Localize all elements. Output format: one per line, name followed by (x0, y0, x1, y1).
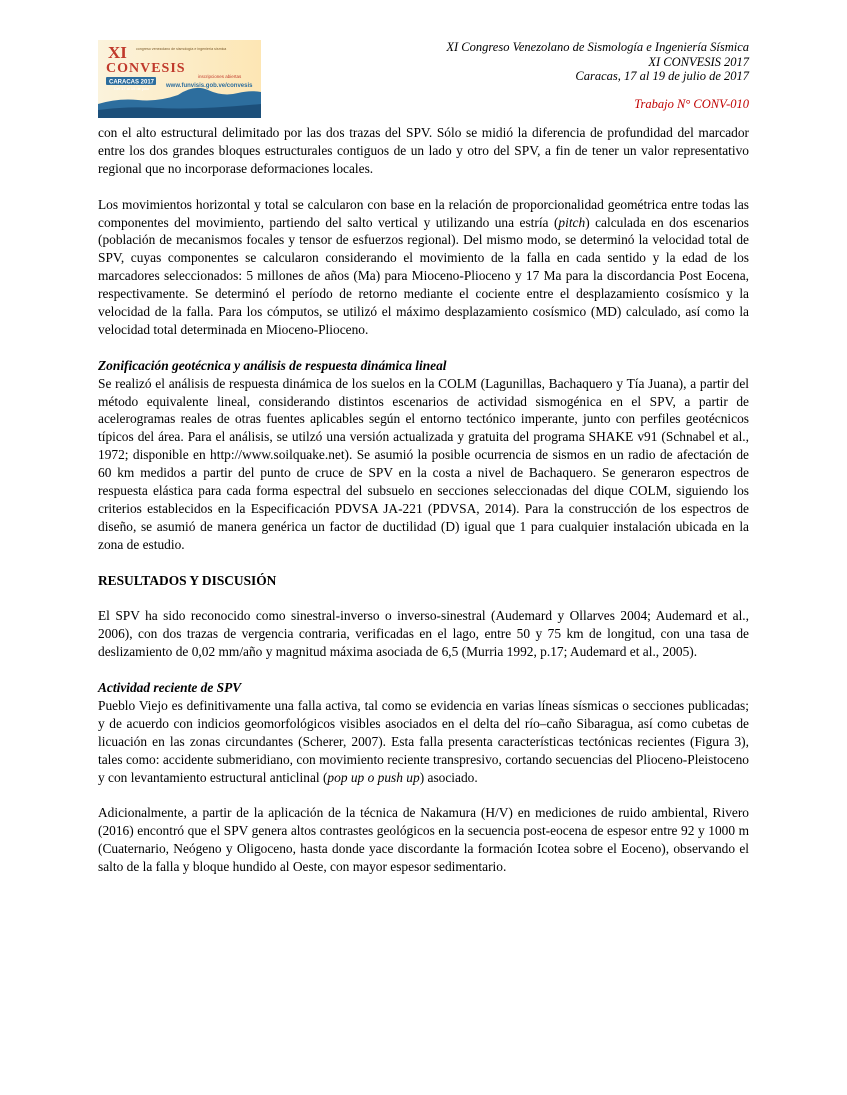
subheading-actividad: Actividad reciente de SPV (98, 680, 242, 696)
paragraph-4: El SPV ha sido reconocido como sinestral-inverso o inverso-sinestral (Audemard y Ollarves 2004; Audemard et al., 2006), con dos trazas de vergencia contraria, verificadas en el lago, entre 50 y 75 km de longitud, con una tasa de deslizamiento de 0,02 mm/año y magnitud máxima asociada de 6,5 (Murria 1992, p.17; Audemard et al., 2005). (98, 608, 749, 660)
logo-text-convesis: CONVESIS (106, 61, 186, 76)
italic-pitch: pitch (558, 214, 586, 230)
section-heading-resultados: RESULTADOS Y DISCUSIÓN (98, 572, 277, 588)
paper-body (98, 124, 749, 876)
paragraph-2: Los movimientos horizontal y total se calcularon con base en la relación de proporcionalidad geométrica entre todas las componentes del movimiento, partiendo del salto vertical y utilizando una estría (pitch) calculada en dos escenarios (población de mecanismos focales y tensor de esfuerzos regional). Del mismo modo, se determinó la velocidad total de SPV, cuyas componentes se calcularon considerando el movimiento de la falla en cada sentido y la edad de los marcadores seleccionados: 5 millones de años (Ma) para Mioceno-Plioceno y 17 Ma para la discordancia Post Eocena, respectivamente. Se determinó el período de retorno mediante el cociente entre el desplazamiento cosísmico y la velocidad de la falla. Para los cómputos, se utilizó el máximo desplazamiento cosísmico (MD) calculado, así como la velocidad total determinada en Mioceno-Plioceno. (98, 196, 749, 337)
logo-url: www.funvisis.gob.ve/convesis (166, 83, 253, 89)
header-paper-number: Trabajo N° CONV-010 (634, 96, 749, 111)
logo-dates: Del 17 al 19 de julio (114, 86, 150, 91)
header-edition: XI CONVESIS 2017 (648, 54, 749, 69)
subheading-zonificacion: Zonificación geotécnica y análisis de respuesta dinámica lineal (98, 357, 447, 373)
logo-text-xi: XI (108, 43, 127, 62)
page-header (446, 40, 749, 111)
logo-place: CARACAS 2017 (109, 79, 155, 86)
convesis-logo (98, 40, 261, 118)
paragraph-5: Pueblo Viejo es definitivamente una falla activa, tal como se evidencia en varias líneas sísmicas o secciones publicadas; y de acuerdo con indicios geomorfológicos visibles asociados en el delta del río–caño Sibaragua, así como cubetas de licuación en las zonas circundantes (Scherer, 2007). Esta falla presenta características tectónicas recientes (Figura 3), tales como: accidente submeridiano, con movimiento reciente transpresivo, cortando secuencias del Plioceno-Pleistoceno y con levantamiento estructural anticlinal (pop up o push up) asociado. (98, 697, 749, 785)
header-place-date: Caracas, 17 al 19 de julio de 2017 (575, 69, 749, 83)
logo-inscripciones: inscripciones abiertas (198, 74, 242, 79)
logo-tagline: congreso venezolano de sismología e ingeniería sísmica (136, 47, 227, 51)
paragraph-3: Se realizó el análisis de respuesta dinámica de los suelos en la COLM (Lagunillas, Bachaquero y Tía Juana), a partir del método equivalente lineal, considerando distintos escenarios de actividad sismogénica en el SPV, a partir de acelerogramas reales de otras fuentes aplicables según el entorno tectónico imperante, junto con perfiles geotécnicos típicos del área. Para el análisis, se utilzó una versión actualizada y gratuita del programa SHAKE v91 (Schnabel et al., 1972; disponible en http://www.soilquake.net). Se asumió la posible ocurrencia de sismos en un radio de afectación de 60 km medidos a partir del punto de cruce de SPV en la costa a nivel de Bachaquero. Se generaron espectros de respuesta elástica para cada forma espectral del subsuelo en secciones seleccionadas del dique COLM, siguiendo los criterios establecidos en la Especificación PDVSA JA-221 (PDVSA, 2014). Para la construcción de los espectros de diseño, se asumió de manera genérica un factor de ductilidad (D) igual que 1 para cualquier instalación ubicada en la zona de estudio. (98, 375, 749, 552)
header-congress: XI Congreso Venezolano de Sismología e Ingeniería Sísmica (446, 40, 749, 54)
italic-pop-up: pop up o push up (327, 769, 420, 785)
paragraph-1: con el alto estructural delimitado por las dos trazas del SPV. Sólo se midió la diferencia de profundidad del marcador entre los dos grandes bloques estructurales contiguos de un lado y otro del SPV, a fin de tener un valor representativo regional que no incorporase deformaciones locales. (98, 125, 749, 176)
paragraph-6: Adicionalmente, a partir de la aplicación de la técnica de Nakamura (H/V) en mediciones de ruido ambiental, Rivero (2016) encontró que el SPV genera altos contrastes geológicos en la secuencia post-eocena de espesor entre 92 y 1000 m (Cuaternario, Neógeno y Oligoceno, hasta donde yace discordante la formación Icotea sobre el Eoceno), observando el salto de la falla y bloque hundido al Oeste, con mayor espesor sedimentario. (98, 805, 749, 875)
